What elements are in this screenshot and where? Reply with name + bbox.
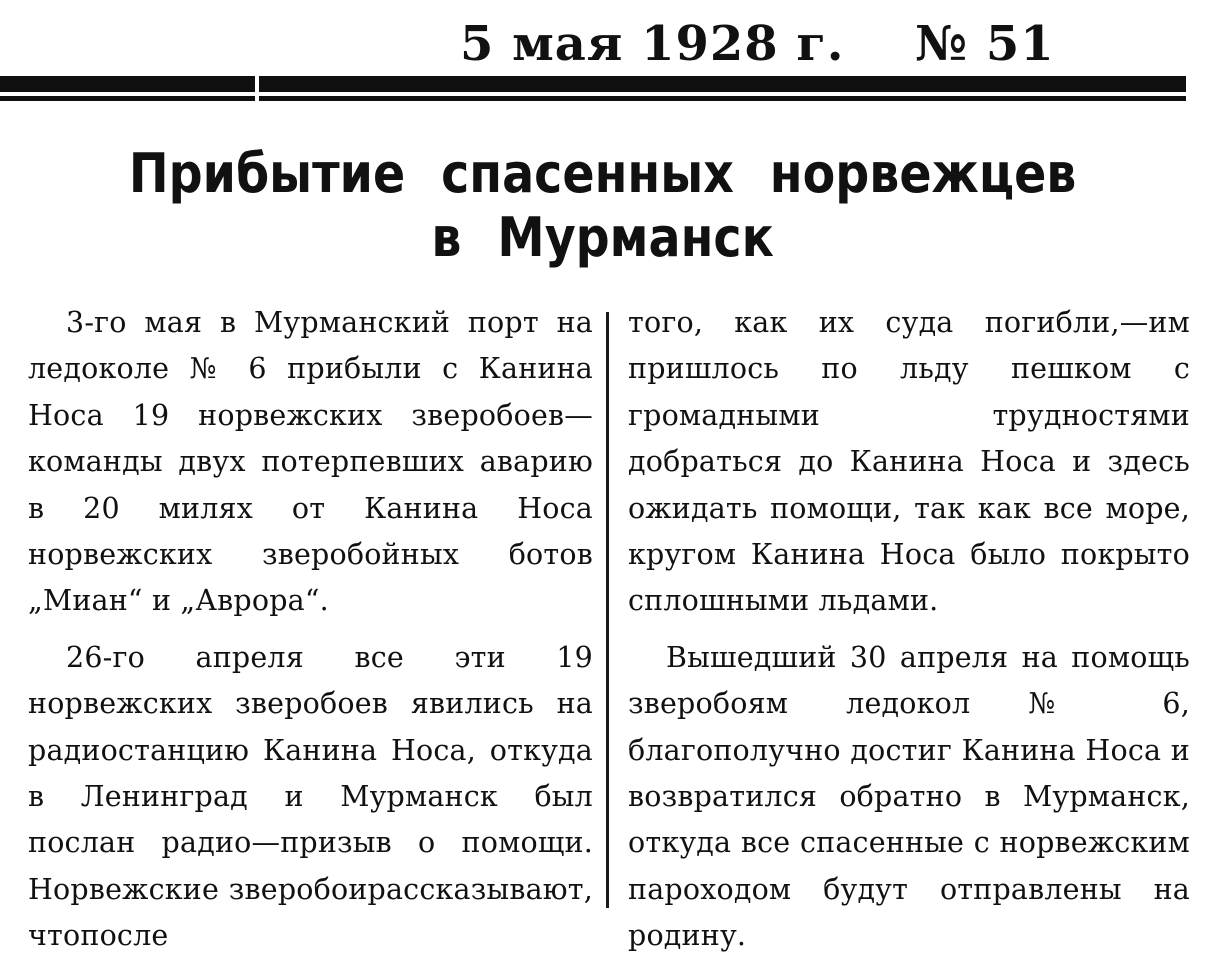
headline-line-2: в Мурманск: [431, 206, 774, 269]
header-rule-thick: [0, 76, 1186, 92]
paragraph-2-continued: того, как их суда погибли,—им пришлось по льду пешком с громадными трудностями добраться до Канина Носа и здесь ожидать помощи, так как все море, кругом Канина Носа было покрыто сплошными льдами.: [628, 306, 1190, 618]
article-column-left: [28, 300, 593, 960]
column-divider: [606, 312, 609, 908]
header-rule: [0, 76, 1186, 104]
issue-header: [460, 14, 1180, 74]
issue-date: 5 мая 1928 г.: [460, 16, 845, 72]
issue-number: № 51: [915, 16, 1055, 72]
paragraph-1: 3-го мая в Мурманский порт на ледоколе № 6 прибыли с Канина Носа 19 норвежских зверобоев—команды двух потерпевших аварию в 20 милях от Канина Носа норвежских зверобойных ботов „Миан“ и „Аврора“.: [28, 306, 593, 618]
article-headline: [72, 142, 1133, 270]
article-column-right: [628, 300, 1190, 960]
paragraph-2: 26-го апреля все эти 19 норвежских зверобоев явились на радиостанцию Канина Носа, откуда в Ленинград и Мурманск был послан радио—призыв о помощи. Норвежские зверобоирассказывают, чтопосле: [28, 640, 593, 953]
headline-line-1: Прибытие спасенных норвежцев: [128, 142, 1077, 205]
header-rule-thin: [0, 96, 1186, 101]
paragraph-3: Вышедший 30 апреля на помощь зверобоям ледокол № 6, благополучно достиг Канина Носа и возвратился обратно в Мурманск, откуда все спасенные с норвежским пароходом будут отправлены на родину.: [628, 640, 1190, 953]
header-rule-break: [255, 76, 259, 102]
masthead: [0, 0, 1206, 110]
